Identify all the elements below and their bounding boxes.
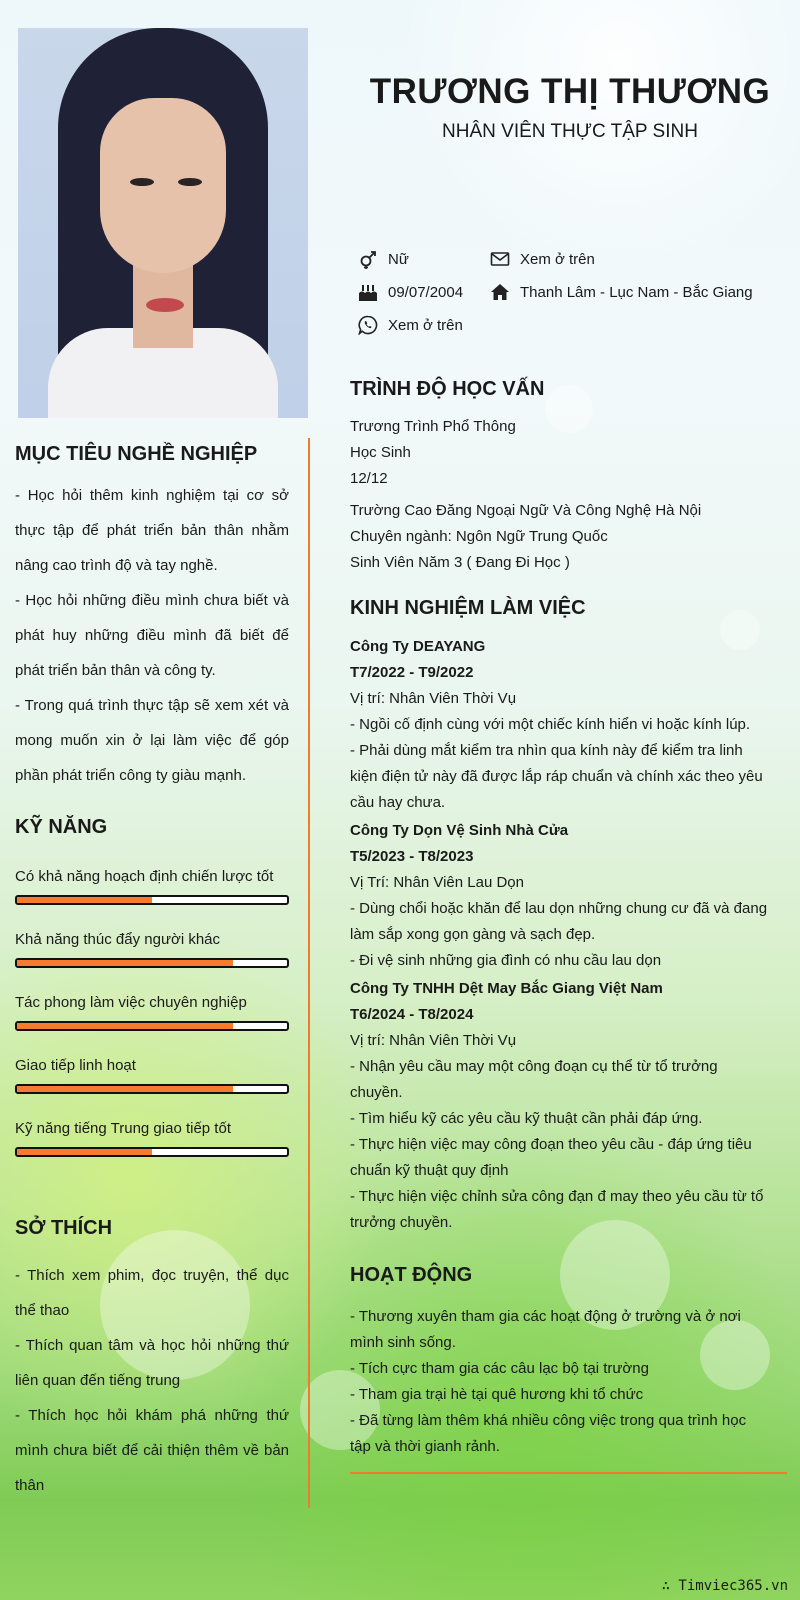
job-period: T5/2023 - T8/2023 — [350, 848, 474, 865]
skill-bar-fill — [17, 1023, 233, 1029]
hobbies-heading: SỞ THÍCH — [15, 1217, 113, 1239]
activity-line: - Tham gia trại hè tại quê hương khi tổ chức — [350, 1386, 644, 1403]
skill-label: Khả năng thúc đẩy người khác — [15, 931, 221, 948]
skill-label: Có khả năng hoạch định chiến lược tốt — [15, 868, 274, 885]
education-line: Sinh Viên Năm 3 ( Đang Đi Học ) — [350, 554, 570, 571]
skill-label: Kỹ năng tiếng Trung giao tiếp tốt — [15, 1120, 231, 1137]
email-value: Xem ở trên — [520, 250, 595, 268]
education-line: Học Sinh — [350, 444, 411, 461]
job-detail: - Ngồi cố định cùng với một chiếc kính hiển vi hoặc kính lúp. — [350, 716, 751, 733]
address-info — [490, 282, 753, 302]
job-company: Công Ty Dọn Vệ Sinh Nhà Cửa — [350, 822, 569, 839]
objective-paragraph: - Học hỏi thêm kinh nghiệm tại cơ sở thực tập để phát triển bản thân nhằm nâng cao trình độ và tay nghề. — [15, 487, 289, 574]
job-period: T7/2022 - T9/2022 — [350, 664, 474, 681]
phone-info — [358, 315, 463, 335]
footer-brand: ∴ Timviec365.vn — [661, 1578, 788, 1594]
job-detail: - Tìm hiểu kỹ các yêu cầu kỹ thuật cần phải đáp ứng. — [350, 1110, 703, 1127]
education-line: Chuyên ngành: Ngôn Ngữ Trung Quốc — [350, 528, 608, 545]
experience-heading: KINH NGHIỆM LÀM VIỆC — [350, 597, 586, 619]
job-detail: - Nhận yêu cầu may một công đoạn cụ thể từ tổ trưởng chuyền. — [350, 1058, 718, 1101]
address-value: Thanh Lâm - Lục Nam - Bắc Giang — [520, 283, 753, 301]
column-divider — [308, 438, 310, 1508]
activities-content — [350, 1304, 770, 1460]
education-line: Trương Trình Phổ Thông — [350, 418, 516, 435]
activities-heading: HOẠT ĐỘNG — [350, 1264, 473, 1286]
gender-value: Nữ — [388, 250, 409, 268]
job-detail: - Đi vệ sinh những gia đình có nhu cầu lau dọn — [350, 952, 662, 969]
objective-heading: MỤC TIÊU NGHỀ NGHIỆP — [15, 443, 258, 465]
skill-bar-fill — [17, 897, 152, 903]
gender-icon — [358, 249, 378, 269]
birthday-info — [358, 282, 463, 302]
activity-line: - Thương xuyên tham gia các hoạt động ở trường và ở nơi mình sinh sống. — [350, 1308, 741, 1351]
section-divider — [350, 1472, 787, 1474]
skill-bar — [15, 958, 289, 968]
skill-bar-fill — [17, 960, 233, 966]
envelope-icon — [490, 249, 510, 269]
education-line: 12/12 — [350, 470, 388, 487]
skill-label: Giao tiếp linh hoạt — [15, 1057, 136, 1074]
activity-line: - Đã từng làm thêm khá nhiều công việc trong qua trình học tập và thời gianh rảnh. — [350, 1412, 747, 1455]
job-company: Công Ty DEAYANG — [350, 638, 486, 655]
education-heading: TRÌNH ĐỘ HỌC VẤN — [350, 378, 545, 400]
home-icon — [490, 282, 510, 302]
profile-photo — [18, 28, 308, 418]
activity-line: - Tích cực tham gia các câu lạc bộ tại trường — [350, 1360, 649, 1377]
hobby-paragraph: - Thích quan tâm và học hỏi những thứ liên quan đến tiếng trung — [15, 1337, 289, 1389]
email-info — [490, 249, 595, 269]
candidate-position: NHÂN VIÊN THỰC TẬP SINH — [442, 121, 698, 142]
birthday-cake-icon — [358, 282, 378, 302]
candidate-name: TRƯƠNG THỊ THƯƠNG — [369, 72, 771, 111]
job-detail: - Phải dùng mắt kiểm tra nhìn qua kính này để kiểm tra linh kiện điện tử này đã được lắp ráp chuẩn và chính xác theo yêu cầu hay chưa. — [350, 742, 763, 811]
job-detail: - Thực hiện việc chỉnh sửa công đạn đ may theo yêu cầu từ tổ trưởng chuyền. — [350, 1188, 764, 1231]
job-role: Vị trí: Nhân Viên Thời Vụ — [350, 1032, 517, 1049]
skill-bar — [15, 1021, 289, 1031]
skill-label: Tác phong làm việc chuyên nghiệp — [15, 994, 247, 1011]
education-line: Trường Cao Đăng Ngoại Ngữ Và Công Nghệ Hà Nội — [350, 502, 702, 519]
objective-content — [15, 478, 289, 793]
objective-paragraph: - Trong quá trình thực tập sẽ xem xét và mong muốn xin ở lại làm việc để góp phần phát triển công ty giàu mạnh. — [15, 697, 289, 784]
phone-value: Xem ở trên — [388, 316, 463, 334]
hobby-paragraph: - Thích xem phim, đọc truyện, thể dục thể thao — [15, 1267, 289, 1319]
skills-heading: KỸ NĂNG — [15, 816, 108, 838]
skill-bar-fill — [17, 1149, 152, 1155]
experience-content — [350, 634, 770, 1236]
hobby-paragraph: - Thích học hỏi khám phá những thứ mình chưa biết để cải thiện thêm về bản thân — [15, 1407, 289, 1494]
job-period: T6/2024 - T8/2024 — [350, 1006, 474, 1023]
job-role: Vị Trí: Nhân Viên Lau Dọn — [350, 874, 524, 891]
education-content — [350, 414, 770, 576]
birthday-value: 09/07/2004 — [388, 283, 464, 301]
job-role: Vị trí: Nhân Viên Thời Vụ — [350, 690, 517, 707]
objective-paragraph: - Học hỏi những điều mình chưa biết và phát huy những điều mình đã biết để phát triển bản thân và công ty. — [15, 592, 289, 679]
skill-bar — [15, 895, 289, 905]
job-detail: - Thực hiện việc may công đoạn theo yêu cầu - đáp ứng tiêu chuẩn kỹ thuật quy định — [350, 1136, 752, 1179]
job-company: Công Ty TNHH Dệt May Bắc Giang Việt Nam — [350, 980, 663, 997]
skill-bar-fill — [17, 1086, 233, 1092]
skill-bar — [15, 1147, 289, 1157]
whatsapp-icon — [358, 315, 378, 335]
skill-bar — [15, 1084, 289, 1094]
gender-info — [358, 249, 409, 269]
hobbies-content — [15, 1258, 289, 1503]
job-detail: - Dùng chổi hoặc khăn để lau dọn những chung cư đã và đang làm sắp xong gọn gàng và sạch đẹp. — [350, 900, 768, 943]
